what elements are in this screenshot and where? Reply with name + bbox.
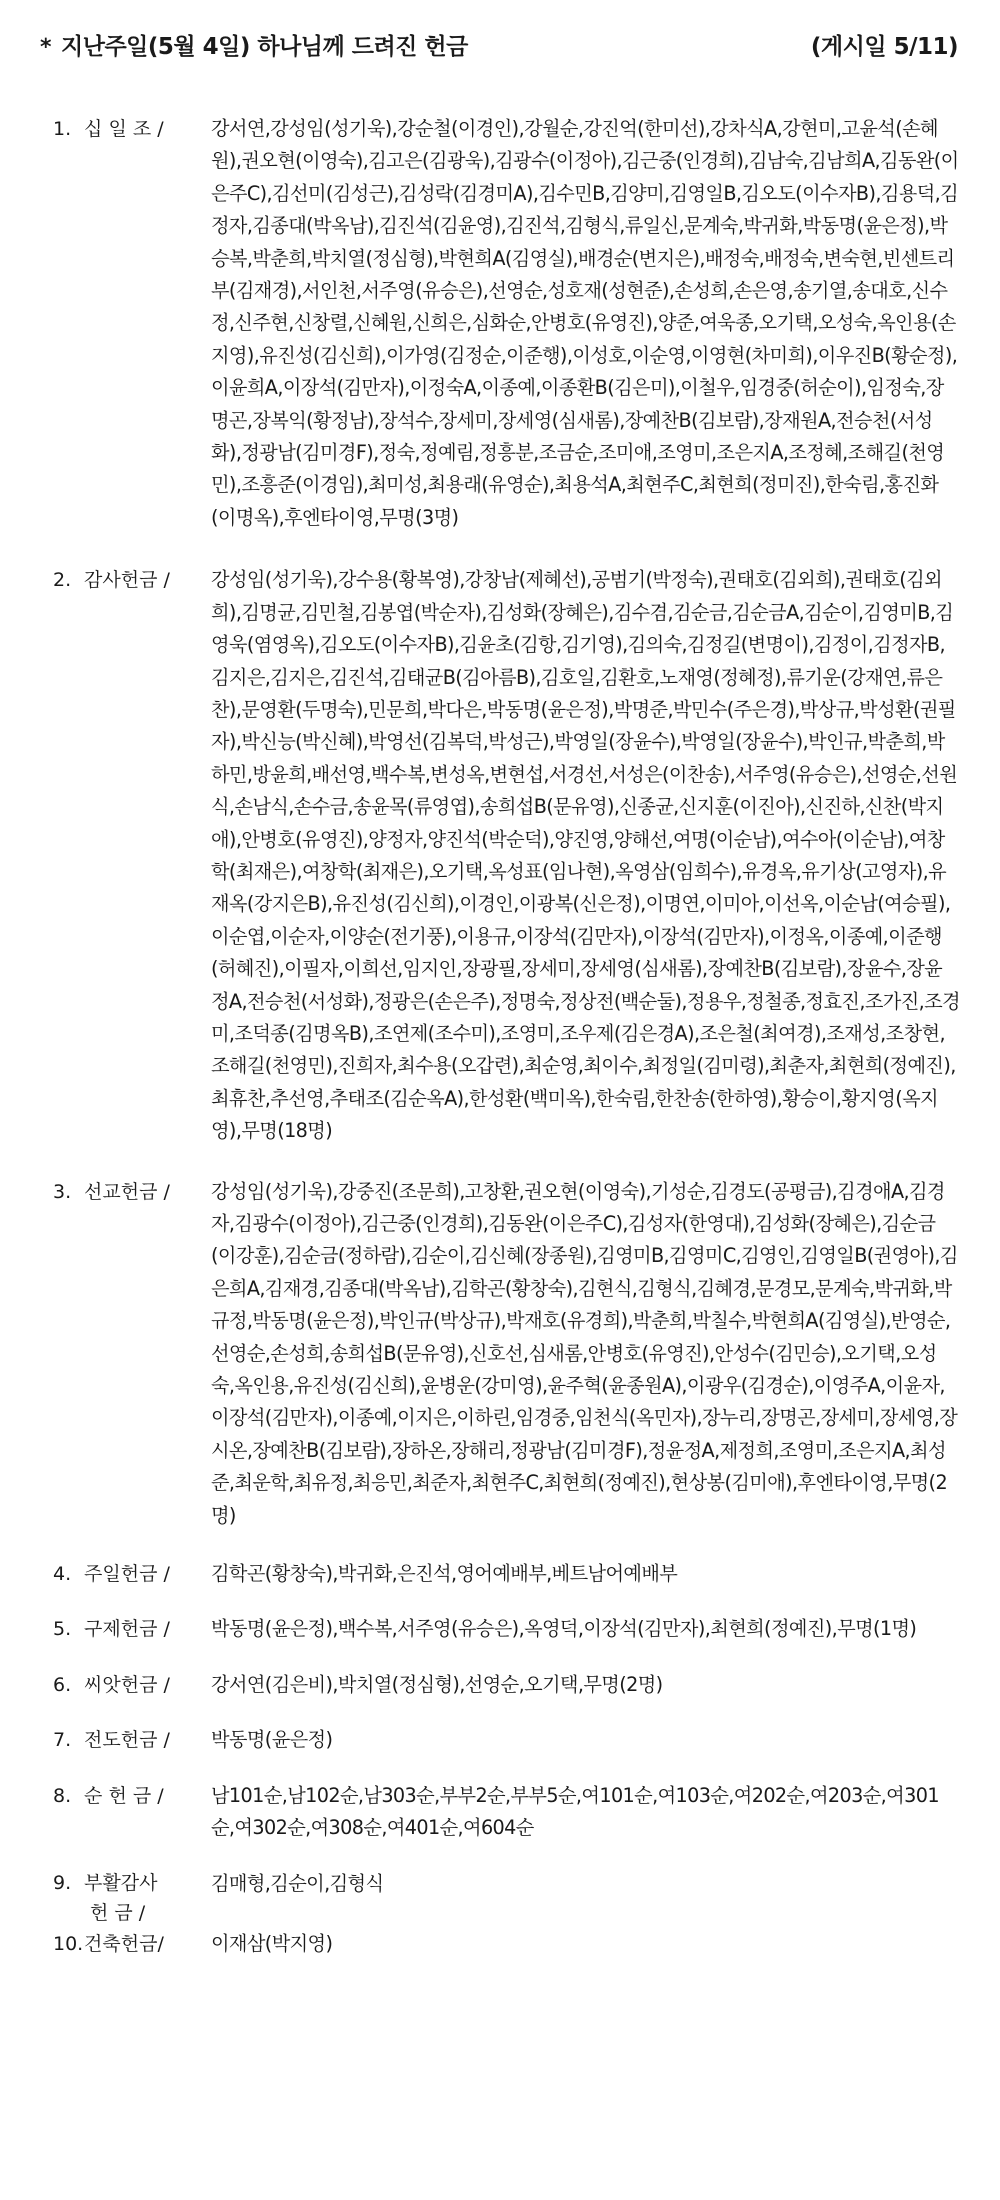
section-number: 10. — [53, 1932, 84, 1955]
section-tithe — [40, 113, 960, 534]
section-title: 순 헌 금 / — [84, 1784, 164, 1807]
asterisk-icon: * — [40, 35, 52, 60]
section-relief — [40, 1613, 960, 1645]
donor-list: 강서연,강성임(성기욱),강순철(이경인),강월순,강진억(한미선),강차식A,강현미,고윤석(손혜원),권오현(이영숙),김고은(김광욱),김광수(이정아),김근중(인경희),김남숙,김남희A,김동완(이은주C),김선미(김성근),김성락(김경미A),김수민B,김양미,김영일B,김오도(이수자B),김용덕,김정자,김종대(박옥남),김진석(김윤영),김진석,김형식,류일신,문계숙,박귀화,박동명(윤은정),박승복,박춘희,박치열(정심형),박현희A(김영실),배경순(변지은),배정숙,배정숙,변숙현,빈센트리부(김재경),서인천,서주영(유승은),선영순,성호재(성현준),손성희,손은영,송기열,송대호,신수정,신주현,신창렬,신혜원,신희은,심화순,안병호(유영진),양준,여욱종,오기택,오성숙,옥인용(손지영),유진성(김신희),이가영(김정순,이준행),이성호,이순영,이영현(차미희),이우진B(황순정),이윤희A,이장석(김만자),이정숙A,이종예,이종환B(김은미),이철우,임경중(허순이),임정숙,장명곤,장복익(황정남),장석수,장세미,장세영(심새롬),장예찬B(김보람),장재원A,전승천(서성화),정광남(김미경F),정숙,정예림,정흥분,조금순,조미애,조영미,조은지A,조정혜,조해길(천영민),조흥준(이경임),최미성,최용래(유영순),최용석A,최현주C,최현희(정미진),한숙림,홍진화(이명옥),후엔타이영,무명(3명) — [211, 117, 959, 529]
donor-list: 박동명(윤은정),백수복,서주영(유승은),옥영덕,이장석(김만자),최현희(정예진),무명(1명) — [211, 1617, 917, 1641]
section-cell-group — [40, 1780, 960, 1845]
section-title-line2: 헌 금 / — [90, 1901, 146, 1924]
section-number: 6. — [53, 1673, 72, 1696]
section-title: 십 일 조 / — [84, 118, 164, 140]
section-title: 부활감사 — [84, 1871, 158, 1894]
page-title: 지난주일(5월 4일) 하나님께 드려진 헌금 — [61, 34, 468, 60]
section-label — [40, 1780, 211, 1812]
donor-list: 김매형,김순이,김형식 — [211, 1871, 384, 1895]
section-label — [40, 1613, 211, 1645]
section-sunday — [40, 1558, 960, 1590]
donor-list: 강성임(성기욱),강수용(황복영),강창남(제혜선),공범기(박정숙),권태호(김외희),권태호(김외희),김명균,김민철,김봉엽(박순자),김성화(장혜은),김수겸,김순금,김순금A,김순이,김영미B,김영욱(염영옥),김오도(이수자B),김윤초(김항,김기영),김의숙,김정길(변명이),김정이,김정자B,김지은,김지은,김진석,김태균B(김아름B),김호일,김환호,노재영(정혜정),류기운(강재연,류은찬),문영환(두명숙),민문희,박다은,박동명(윤은정),박명준,박민수(주은경),박상규,박성환(권필자),박신능(박신혜),박영선(김복덕,박성근),박영일(장윤수),박영일(장윤수),박인규,박춘희,박하민,방윤희,배선영,백수복,변성옥,변현섭,서경선,서성은(이찬송),서주영(유승은),선영순,선원식,손남식,손수금,송윤목(류영엽),송희섭B(문유영),신종균,신지훈(이진아),신진하,신찬(박지애),안병호(유영진),양정자,양진석(박순덕),양진영,양해선,여명(이순남),여수아(이순남),여창학(최재은),여창학(최재은),오기택,옥성표(임나현),옥영삼(임희수),유경옥,유기상(고영자),유재옥(강지은B),유진성(김신희),이경인,이광복(신은정),이명연,이미아,이선옥,이순남(여승필),이순엽,이순자,이양순(전기풍),이용규,이장석(김만자),이장석(김만자),이정옥,이종예,이준행(허혜진),이필자,이희선,임지인,장광필,장세미,장세영(심새롬),장예찬B(김보람),장윤수,장윤정A,전승천(서성화),정광은(손은주),정명숙,정상전(백순둘),정용우,정철종,정효진,조가진,조경미,조덕종(김명옥B),조연제(조수미),조영미,조우제(김은경A),조은철(최여경),조재성,조창현,조해길(천영민),진희자,최수용(오갑련),최순영,최이수,최정일(김미령),최춘자,최현희(정예진),최휴찬,추선영,추태조(김순옥A),한성환(백미옥),한숙림,한찬송(한하영),황승이,황지영(옥지영),무명(18명) — [211, 568, 960, 1143]
section-label — [40, 1176, 211, 1208]
section-number: 7. — [53, 1729, 72, 1752]
section-number: 8. — [53, 1784, 72, 1807]
donor-list: 박동명(윤은정) — [211, 1728, 333, 1752]
section-title: 감사헌금 / — [84, 569, 170, 592]
section-number: 4. — [53, 1563, 72, 1586]
section-label — [40, 113, 211, 145]
section-title: 씨앗헌금 / — [84, 1673, 170, 1696]
donor-list: 남101순,남102순,남303순,부부2순,부부5순,여101순,여103순,여202순,여203순,여301순,여302순,여308순,여401순,여604순 — [211, 1783, 939, 1840]
donor-list: 김학곤(황창숙),박귀화,은진석,영어예배부,베트남어예배부 — [211, 1562, 678, 1586]
posted-date: (게시일 5/11) — [810, 34, 958, 60]
section-number: 5. — [53, 1618, 72, 1641]
header-title-group — [40, 28, 468, 61]
donor-list: 강서연(김은비),박치열(정심형),선영순,오기택,무명(2명) — [211, 1672, 663, 1696]
section-title: 주일헌금 / — [84, 1563, 170, 1586]
section-title: 구제헌금 / — [84, 1618, 170, 1641]
section-seed — [40, 1669, 960, 1701]
section-label — [40, 1558, 211, 1590]
donor-list: 강성임(성기욱),강중진(조문희),고창환,권오현(이영숙),기성순,김경도(공평금),김경애A,김경자,김광수(이정아),김근중(인경희),김동완(이은주C),김성자(한영대),김성화(장혜은),김순금(이강훈),김순금(정하람),김순이,김신혜(장종원),김영미B,김영미C,김영인,김영일B(권영아),김은희A,김재경,김종대(박옥남),김학곤(황창숙),김현식,김형식,김혜경,문경모,문계숙,박귀화,박규정,박동명(윤은정),박인규(박상규),박재호(유경희),박춘희,박칠수,박현희A(김영실),반영순,선영순,손성희,송희섭B(문유영),신호선,심새롬,안병호(유영진),안성수(김민승),오기택,오성숙,옥인용,유진성(김신희),윤병운(강미영),윤주혁(윤종원A),이광우(김경순),이영주A,이윤자,이장석(김만자),이종예,이지은,이하린,임경중,임천식(옥민자),장누리,장명곤,장세미,장세영,장시온,장예찬B(김보람),장하온,장해리,정광남(김미경F),정윤정A,제정희,조영미,조은지A,최성준,최운학,최유정,최응민,최준자,최현주C,최현희(정예진),현상봉(김미애),후엔타이영,무명(2명) — [211, 1179, 958, 1527]
section-label — [40, 1928, 211, 1960]
section-thanksgiving — [40, 564, 960, 1147]
donor-list: 이재삼(박지영) — [211, 1931, 333, 1955]
section-label — [40, 1724, 211, 1756]
section-title: 전도헌금 / — [84, 1729, 170, 1752]
section-number: 3. — [53, 1180, 72, 1203]
section-label — [40, 564, 211, 596]
section-number: 2. — [53, 569, 72, 592]
section-building — [40, 1928, 960, 1960]
section-missions — [40, 1176, 960, 1532]
section-title: 선교헌금 / — [84, 1180, 170, 1203]
section-easter — [40, 1868, 960, 1928]
section-number: 1. — [53, 118, 72, 140]
section-number: 9. — [53, 1871, 72, 1894]
section-evangelism — [40, 1724, 960, 1756]
page-header — [40, 28, 960, 61]
section-title: 건축헌금/ — [84, 1932, 164, 1955]
section-label — [40, 1669, 211, 1701]
section-label — [40, 1868, 211, 1928]
